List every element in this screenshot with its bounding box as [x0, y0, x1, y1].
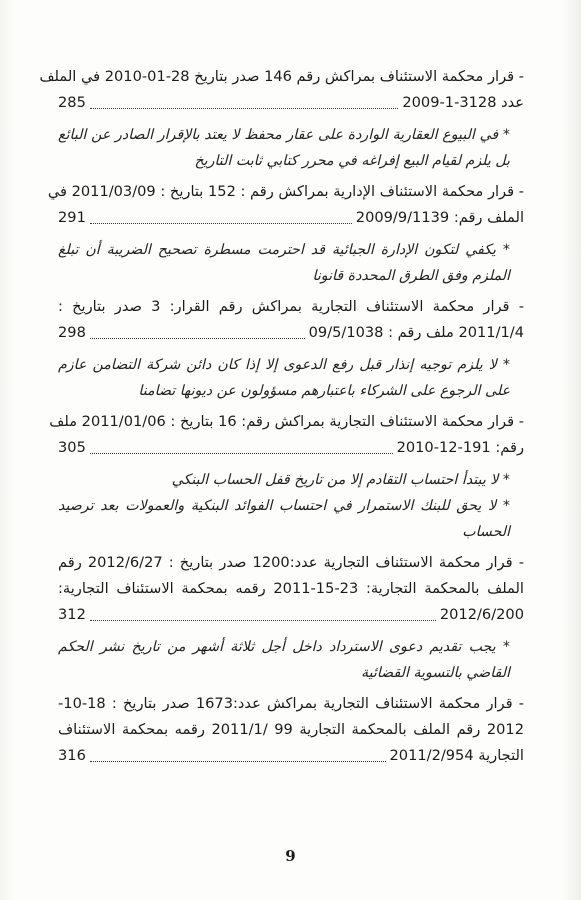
summary-line: * لا يحق للبنك الاستمرار في احتساب الفوائد البنكية والعمولات بعد ترصيد: [58, 498, 510, 514]
entry-last-line: [58, 602, 524, 628]
index-content: [39, 62, 525, 769]
index-entry: [58, 691, 524, 769]
index-entry: [39, 64, 524, 116]
entry-line: الملف بالمحكمة التجارية: 23-15-2011 رقمه بمحكمة الاستئناف التجارية:: [58, 580, 524, 597]
entry-line: 2012 رقم الملف بالمحكمة التجارية 99 /2011/1 رقمه بمحكمة الاستئناف: [58, 721, 524, 738]
entry-line: - قرار محكمة الاستئناف التجارية بمراكش عدد:1673 صدر بتاريخ : 18-10-: [58, 695, 525, 712]
entry-page-number: 285: [58, 94, 86, 111]
ruling-summary: [58, 122, 524, 174]
entry-last-line: [58, 90, 524, 116]
index-entry: [47, 179, 524, 231]
entry-last-line: [58, 205, 524, 231]
summary-line: على الرجوع على الشركاء باعتبارهم مسؤولون عن ديونها تضامنا: [138, 383, 510, 399]
dot-leader: [90, 620, 436, 621]
entry-line: - قرار محكمة الاستئناف الإدارية بمراكش رقم : 152 بتاريخ : 2011/03/09 في: [47, 183, 524, 200]
entry-reference: عدد 3128-1-2009: [402, 94, 524, 111]
entry-reference: الملف رقم: 2009/9/1139: [355, 209, 524, 226]
summary-line: * لا يبتدأ احتساب التقادم إلا من تاريخ قفل الحساب البنكي: [171, 472, 510, 488]
dot-leader: [90, 108, 398, 109]
entry-reference: 2011/1/4 ملف رقم : 09/5/1038: [308, 324, 524, 341]
index-entry: [58, 550, 524, 628]
entry-page-number: 305: [58, 439, 86, 456]
summary-line: * في البيوع العقارية الواردة على عقار محفظ لا يعتد بالإقرار الصادر عن البائع: [58, 127, 510, 143]
entry-reference: 2012/6/200: [439, 606, 524, 623]
entry-line: - قرار محكمة الاستئناف التجارية عدد:1200 صدر بتاريخ : 2012/6/27 رقم: [58, 554, 525, 571]
entry-line: - قرار محكمة الاستئناف التجارية بمراكش رقم: 16 بتاريخ : 2011/01/06 ملف: [49, 413, 524, 430]
entry-reference: التجارية 2011/2/954: [389, 747, 524, 764]
summary-line: الملزم وفق الطرق المحددة قانونا: [312, 268, 510, 284]
page-number: 9: [285, 847, 296, 865]
summary-line: بل يلزم لقيام البيع إفراغه في محرر كتابي ثابت التاريخ: [194, 153, 510, 169]
ruling-summary: [58, 237, 524, 289]
entry-page-number: 298: [58, 324, 86, 341]
ruling-summary: [58, 634, 524, 686]
summary-line: الحساب: [462, 524, 510, 540]
dot-leader: [90, 453, 393, 454]
entry-page-number: 291: [58, 209, 86, 226]
entry-page-number: 316: [58, 747, 86, 764]
ruling-summary: [58, 352, 524, 404]
entry-line: - قرار محكمة الاستئناف التجارية بمراكش رقم القرار: 3 صدر بتاريخ :: [58, 298, 525, 315]
summary-line: * يجب تقديم دعوى الاسترداد داخل أجل ثلاثة أشهر من تاريخ نشر الحكم: [58, 639, 510, 655]
index-entry: [49, 409, 524, 461]
index-entry: [58, 294, 524, 346]
entry-reference: رقم: 191-12-2010: [396, 439, 524, 456]
entry-page-number: 312: [58, 606, 86, 623]
entry-last-line: [58, 435, 524, 461]
dot-leader: [90, 338, 305, 339]
entry-last-line: [58, 320, 524, 346]
dot-leader: [90, 223, 352, 224]
ruling-summary: [58, 467, 524, 545]
dot-leader: [90, 761, 386, 762]
entry-last-line: [58, 743, 524, 769]
summary-line: القاضي بالتسوية القضائية: [361, 665, 510, 681]
summary-line: * لا يلزم توجيه إنذار قبل رفع الدعوى إلا إذا كان دائن شركة التضامن عازم: [58, 357, 510, 373]
summary-line: * يكفي لتكون الإدارة الجبائية قد احترمت مسطرة تصحيح الضريبة أن تبلغ: [58, 242, 510, 258]
entry-line: - قرار محكمة الاستئناف بمراكش رقم 146 صدر بتاريخ 28-01-2010 في الملف: [39, 68, 524, 85]
